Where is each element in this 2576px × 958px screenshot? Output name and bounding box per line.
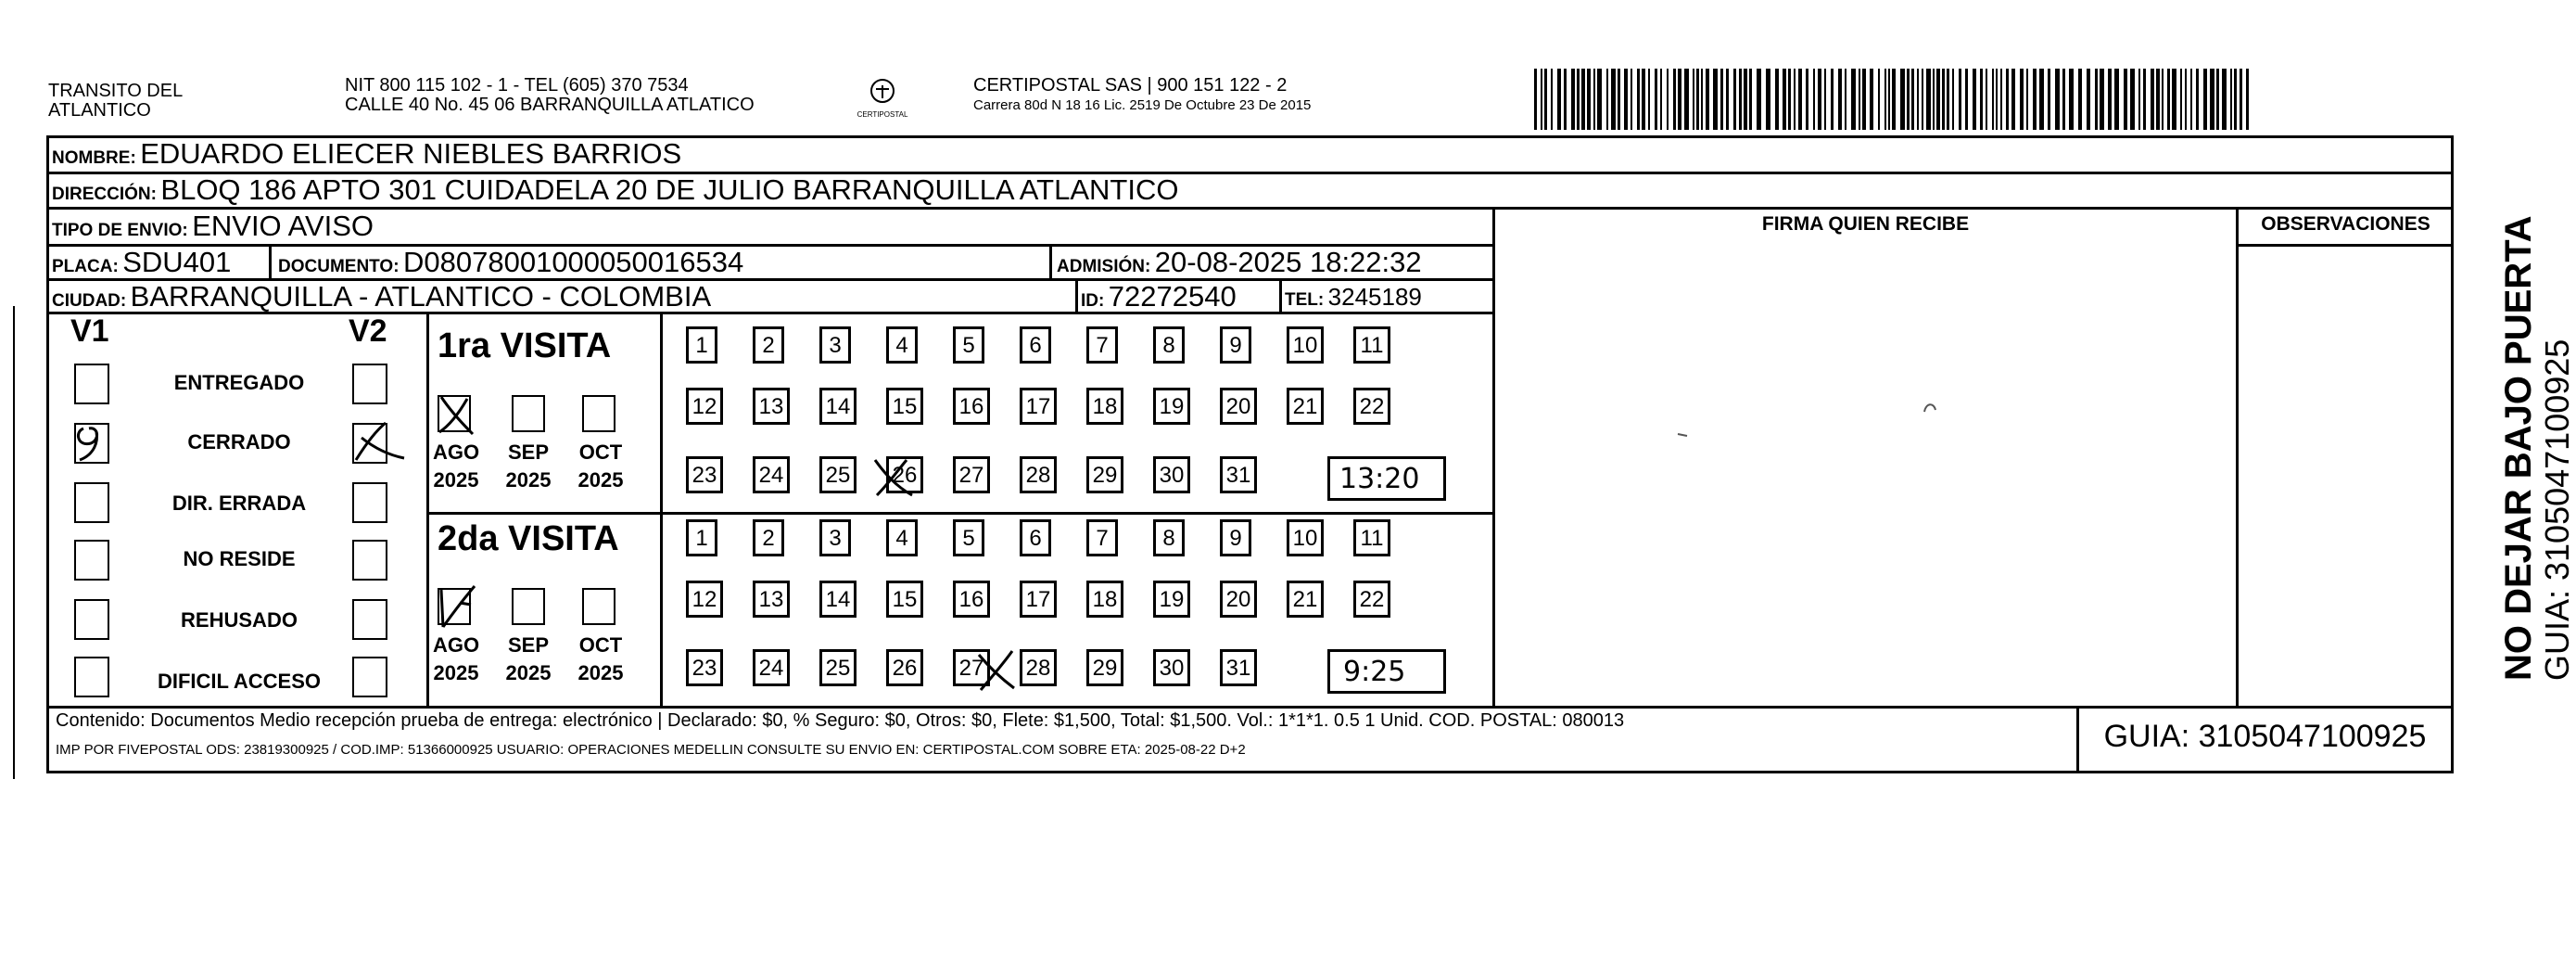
second-visit-day-12[interactable]: 12 [686,581,723,618]
barcode-bar [1593,69,1595,130]
courier-line: CERTIPOSTAL SAS | 900 151 122 - 2 [973,75,1288,96]
barcode-bar [1557,69,1561,130]
first-visit-day-18[interactable]: 18 [1086,388,1123,425]
second-visit-day-6[interactable]: 6 [1020,519,1051,556]
second-visit-day-14[interactable]: 14 [819,581,857,618]
barcode-bar [1696,69,1699,130]
svg-text:CERTIPOSTAL: CERTIPOSTAL [857,110,908,119]
second-year-ago-label: 2025 [433,661,479,684]
first-month-oct-box[interactable] [582,395,615,432]
first-visit-day-14[interactable]: 14 [819,388,857,425]
barcode-bar [2203,69,2207,130]
barcode-bar [1618,69,1620,130]
send-type-label: TIPO DE ENVIO: [52,221,188,240]
first-visit-day-1[interactable]: 1 [686,326,717,364]
barcode-bar [1564,69,1567,130]
address-line: CALLE 40 No. 45 06 BARRANQUILLA ATLATICO [345,95,755,115]
barcode-bar [2156,69,2160,130]
logo-icon [851,74,914,121]
second-visit-label: 2da VISITA [438,519,619,558]
observations-header: OBSERVACIONES [2261,213,2430,235]
first-visit-day-28[interactable]: 28 [1020,456,1057,493]
first-month-ago-label: AGO [432,441,480,464]
barcode-bar [2095,69,2098,130]
second-visit-day-25[interactable]: 25 [819,649,857,686]
second-visit-day-29[interactable]: 29 [1086,649,1123,686]
v2-no-reside-checkbox[interactable] [352,540,387,581]
barcode-bar [2039,69,2044,130]
tel-value: 3245189 [1327,283,1422,311]
id-cell [1081,280,1237,313]
first-year-sep-label: 2025 [505,468,552,492]
barcode-bar [1744,69,1747,130]
barcode-bar [2230,69,2232,130]
first-visit-day-19[interactable]: 19 [1153,388,1190,425]
second-visit-day-10[interactable]: 10 [1287,519,1324,556]
barcode-bar [1733,69,1736,130]
status-rehusado: REHUSADO [181,608,298,632]
status-dir-errada: DIR. ERRADA [171,492,307,515]
first-visit-day-30[interactable]: 30 [1153,456,1190,493]
barcode-bar [2138,69,2140,130]
imp-line: IMP POR FIVEPOSTAL ODS: 23819300925 / COD.IMP: 51366000925 USUARIO: OPERACIONES MEDELLIN CONSULTE SU ENVIO EN: CERTIPOSTAL.COM SOBRE ETA: 2025-08-22 D+2 [56,742,1246,758]
barcode-bar [2151,69,2154,130]
first-day-mark [868,453,918,503]
first-visit-day-17[interactable]: 17 [1020,388,1057,425]
barcode-bar [1757,69,1761,130]
status-dificil-acceso: DIFICIL ACCESO [157,670,321,693]
second-visit-day-15[interactable]: 15 [886,581,923,618]
barcode-bar [1673,69,1676,130]
barcode-bar [1788,69,1791,130]
certipostal-logo [851,74,914,121]
barcode-bar [2246,69,2249,130]
first-month-sep-box[interactable] [512,395,545,432]
name-label: NOMBRE: [52,148,136,168]
second-visit-day-1[interactable]: 1 [686,519,717,556]
first-year-ago-label: 2025 [433,468,479,492]
first-month-mark [432,390,484,441]
v2-dificil-acceso-checkbox[interactable] [352,657,387,697]
barcode-bar [1862,69,1866,130]
second-visit-day-16[interactable]: 16 [953,581,990,618]
barcode-bar [2234,69,2237,130]
first-visit-day-8[interactable]: 8 [1153,326,1185,364]
v1-no-reside-checkbox[interactable] [74,540,109,581]
barcode-bar [1973,69,1976,130]
barcode-bar [1597,69,1602,130]
first-visit-time-box[interactable] [1327,456,1446,501]
barcode-bar [1706,69,1709,130]
barcode-bar [1884,69,1886,130]
courier-info [973,76,1311,115]
barcode-bar [1611,69,1616,130]
barcode-bar [1892,69,1896,130]
barcode-bar [2026,69,2028,130]
address-row [52,173,1178,207]
status-cerrado: CERRADO [187,430,291,453]
barcode-bar [1606,69,1608,130]
barcode-bar [2162,69,2164,130]
barcode-bar [1926,69,1931,130]
barcode-bar [1965,69,1968,130]
second-visit-day-13[interactable]: 13 [753,581,790,618]
v2-entregado-checkbox[interactable] [352,364,387,404]
barcode-bar [1544,69,1547,130]
barcode-bar [2196,69,2199,130]
second-visit-day-19[interactable]: 19 [1153,581,1190,618]
second-visit-day-22[interactable]: 22 [1353,581,1390,618]
second-year-sep-label: 2025 [505,661,552,684]
first-visit-day-5[interactable]: 5 [953,326,984,364]
first-visit-day-31[interactable]: 31 [1220,456,1257,493]
barcode-bar [1888,69,1890,130]
barcode-bar [1660,69,1662,130]
first-visit-day-15[interactable]: 15 [886,388,923,425]
first-visit-day-26[interactable]: 26 [886,456,923,493]
second-visit-day-20[interactable]: 20 [1220,581,1257,618]
barcode-bar [1726,69,1729,130]
barcode-bar [2100,69,2104,130]
signature-marks [1669,390,1965,464]
first-year-oct-label: 2025 [577,468,624,492]
barcode-bar [2190,69,2192,130]
send-type-value: ENVIO AVISO [192,210,374,242]
second-visit-day-18[interactable]: 18 [1086,581,1123,618]
second-visit-day-8[interactable]: 8 [1153,519,1185,556]
second-visit-day-31[interactable]: 31 [1220,649,1257,686]
barcode-bar [1794,69,1796,130]
second-visit-day-28[interactable]: 28 [1020,649,1057,686]
org-contact [345,76,755,115]
org-line-1: TRANSITO DEL [48,81,184,101]
barcode-bar [1775,69,1779,130]
second-visit-day-24[interactable]: 24 [753,649,790,686]
recipient-address: BLOQ 186 APTO 301 CUIDADELA 20 DE JULIO BARRANQUILLA ATLANTICO [160,173,1179,206]
barcode-bar [2000,69,2002,130]
divider [2236,207,2239,706]
second-visit-day-3[interactable]: 3 [819,519,851,556]
barcode-bar [1933,69,1935,130]
barcode-bar [2033,69,2037,130]
tel-cell [1285,283,1422,312]
nit-line: NIT 800 115 102 - 1 - TEL (605) 370 7534 [345,75,689,96]
barcode-bar [1936,69,1940,130]
divider [1492,207,1495,706]
first-visit-day-2[interactable]: 2 [753,326,784,364]
second-visit-day-26[interactable]: 26 [886,649,923,686]
side-text [2498,161,2576,681]
signature-header: FIRMA QUIEN RECIBE [1761,213,1970,235]
barcode-bar [1907,69,1910,130]
first-visit-day-29[interactable]: 29 [1086,456,1123,493]
barcode-bar [1720,69,1723,130]
v2-label: V2 [349,313,387,349]
barcode-bar [2020,69,2024,130]
barcode-bar [1571,69,1575,130]
first-visit-day-12[interactable]: 12 [686,388,723,425]
second-month-oct-box[interactable] [582,588,615,625]
barcode-bar [1947,69,1949,130]
second-visit-day-5[interactable]: 5 [953,519,984,556]
barcode-bar [1551,69,1553,130]
barcode-bar [1959,69,1961,130]
second-month-sep-label: SEP [507,633,550,657]
barcode-bar [1838,69,1842,130]
first-visit-day-9[interactable]: 9 [1220,326,1251,364]
name-row [52,137,681,171]
barcode-image [1534,69,2255,130]
barcode-bar [2069,69,2074,130]
barcode-bar [1587,69,1591,130]
barcode-bar [1831,69,1834,130]
barcode-bar [2114,69,2119,130]
id-value: 72272540 [1108,280,1237,313]
status-entregado: ENTREGADO [173,371,305,394]
v1-rehusado-checkbox[interactable] [74,599,109,640]
plate-value: SDU401 [122,246,232,278]
second-month-mark [432,581,484,632]
v2-cerrado-mark [349,417,408,469]
barcode-bar [1642,69,1645,130]
barcode-bar [2108,69,2112,130]
first-visit-day-27[interactable]: 27 [953,456,990,493]
barcode-bar [1818,69,1821,130]
barcode-bar [1766,69,1770,130]
barcode-bar [1648,69,1650,130]
barcode-bar [1911,69,1914,130]
barcode-bar [2180,69,2182,130]
barcode-bar [1942,69,1945,130]
first-month-sep-label: SEP [507,441,550,464]
v1-dir-errada-checkbox[interactable] [74,482,109,523]
barcode-bar [2130,69,2135,130]
barcode-bar [1859,69,1860,130]
tel-label: TEL: [1285,290,1325,310]
v1-cerrado-mark [70,419,115,467]
barcode-bar [1870,69,1873,130]
first-visit-day-3[interactable]: 3 [819,326,851,364]
document-value: D08078001000050016534 [403,246,744,278]
v2-dir-errada-checkbox[interactable] [352,482,387,523]
barcode-bar [2011,69,2015,130]
barcode-bar [1798,69,1802,130]
barcode-bar [1878,69,1880,130]
barcode [1534,69,2255,130]
footer-guia: GUIA: 3105047100925 [2103,719,2427,754]
first-visit-day-20[interactable]: 20 [1220,388,1257,425]
barcode-bar [2062,69,2065,130]
first-visit-day-7[interactable]: 7 [1086,326,1118,364]
admission-value: 20-08-2025 18:22:32 [1154,246,1422,278]
first-visit-day-23[interactable]: 23 [686,456,723,493]
recipient-name: EDUARDO ELIECER NIEBLES BARRIOS [140,137,682,170]
barcode-bar [2216,69,2219,130]
second-visit-time: 9:25 [1343,656,1406,688]
second-visit-day-17[interactable]: 17 [1020,581,1057,618]
barcode-bar [1952,69,1954,130]
barcode-bar [1986,69,1987,130]
barcode-bar [1813,69,1815,130]
barcode-bar [2185,69,2187,130]
first-visit-time: 13:20 [1339,463,1420,495]
barcode-bar [1581,69,1585,130]
admission-cell [1057,246,1422,279]
barcode-bar [2240,69,2242,130]
second-visit-day-23[interactable]: 23 [686,649,723,686]
barcode-bar [1992,69,1994,130]
barcode-bar [1739,69,1742,130]
document-cell [278,246,743,279]
city-label: CIUDAD: [52,291,127,311]
barcode-bar [2087,69,2090,130]
barcode-bar [1541,69,1542,130]
second-visit-day-27[interactable]: 27 [953,649,990,686]
divider [1279,278,1282,312]
barcode-bar [1783,69,1786,130]
second-year-oct-label: 2025 [577,661,624,684]
second-visit-day-21[interactable]: 21 [1287,581,1324,618]
barcode-bar [1667,69,1669,130]
barcode-bar [1684,69,1689,130]
first-visit-day-25[interactable]: 25 [819,456,857,493]
second-visit-day-2[interactable]: 2 [753,519,784,556]
no-dejar-bajo-puerta: NO DEJAR BAJO PUERTA [2498,215,2539,681]
divider [1075,278,1078,312]
barcode-bar [1922,69,1923,130]
barcode-bar [2124,69,2127,130]
barcode-bar [2167,69,2170,130]
first-visit-day-13[interactable]: 13 [753,388,790,425]
barcode-bar [2172,69,2176,130]
barcode-bar [1900,69,1905,130]
barcode-bar [1917,69,1919,130]
second-visit-day-7[interactable]: 7 [1086,519,1118,556]
barcode-bar [1845,69,1846,130]
barcode-bar [2222,69,2227,130]
divider [269,244,272,278]
barcode-bar [1577,69,1580,130]
courier-address: Carrera 80d N 18 16 Lic. 2519 De Octubre 23 De 2015 [973,97,1312,113]
barcode-bar [2078,69,2082,130]
barcode-bar [2210,69,2214,130]
barcode-bar [1824,69,1826,130]
barcode-bar [1996,69,1998,130]
barcode-bar [1655,69,1657,130]
plate-label: PLACA: [52,257,119,276]
first-month-oct-label: OCT [578,441,623,464]
barcode-bar [1806,69,1808,130]
send-type-row [52,210,374,243]
barcode-bar [1678,69,1681,130]
city-value: BARRANQUILLA - ATLANTICO - COLOMBIA [130,280,712,313]
first-visit-day-24[interactable]: 24 [753,456,790,493]
second-visit-time-box[interactable] [1327,649,1446,694]
divider [46,207,2454,210]
first-visit-day-11[interactable]: 11 [1353,326,1390,364]
admission-label: ADMISIÓN: [1057,257,1151,276]
first-visit-day-6[interactable]: 6 [1020,326,1051,364]
id-label: ID: [1081,291,1105,311]
address-label: DIRECCIÓN: [52,185,157,204]
second-month-oct-label: OCT [578,633,623,657]
second-visit-day-30[interactable]: 30 [1153,649,1190,686]
first-visit-day-16[interactable]: 16 [953,388,990,425]
v1-label: V1 [70,313,109,349]
barcode-bar [1851,69,1856,130]
barcode-bar [1637,69,1640,130]
barcode-bar [2143,69,2146,130]
side-guia: GUIA: 3105047100925 [2538,338,2576,681]
first-visit-day-22[interactable]: 22 [1353,388,1390,425]
barcode-bar [1624,69,1628,130]
city-cell [52,280,711,313]
barcode-bar [1749,69,1752,130]
divider [660,312,663,706]
first-visit-label: 1ra VISITA [438,326,612,365]
divider [46,706,2454,709]
second-month-ago-label: AGO [432,633,480,657]
second-visit-day-4[interactable]: 4 [886,519,918,556]
v1-entregado-checkbox[interactable] [74,364,109,404]
barcode-bar [1713,69,1718,130]
first-visit-day-10[interactable]: 10 [1287,326,1324,364]
barcode-bar [1693,69,1694,130]
first-visit-day-4[interactable]: 4 [886,326,918,364]
second-month-sep-box[interactable] [512,588,545,625]
barcode-bar [1631,69,1632,130]
second-day-mark [971,645,1022,696]
barcode-bar [1980,69,1983,130]
v2-rehusado-checkbox[interactable] [352,599,387,640]
document-label: DOCUMENTO: [278,257,400,276]
second-visit-day-9[interactable]: 9 [1220,519,1251,556]
first-visit-day-21[interactable]: 21 [1287,388,1324,425]
barcode-bar [2055,69,2060,130]
divider [2236,244,2454,247]
barcode-bar [1701,69,1703,130]
org-line-2: ATLANTICO [48,100,151,121]
plate-cell [52,246,231,279]
contents-line: Contenido: Documentos Medio recepción prueba de entrega: electrónico | Declarado: $0, % Seguro: $0, Otros: $0, Flete: $1,500, Total: $1,500. Vol.: 1*1*1. 0.5 1 Unid. COD. POSTAL: 080013 [56,710,1625,731]
barcode-bar [2006,69,2009,130]
margin-line [13,306,15,779]
second-visit-day-11[interactable]: 11 [1353,519,1390,556]
barcode-bar [2048,69,2050,130]
v1-dificil-acceso-checkbox[interactable] [74,657,109,697]
status-no-reside: NO RESIDE [183,547,296,570]
barcode-bar [1534,69,1537,130]
divider [1049,244,1052,278]
divider [426,512,1492,515]
org-name [48,82,183,121]
